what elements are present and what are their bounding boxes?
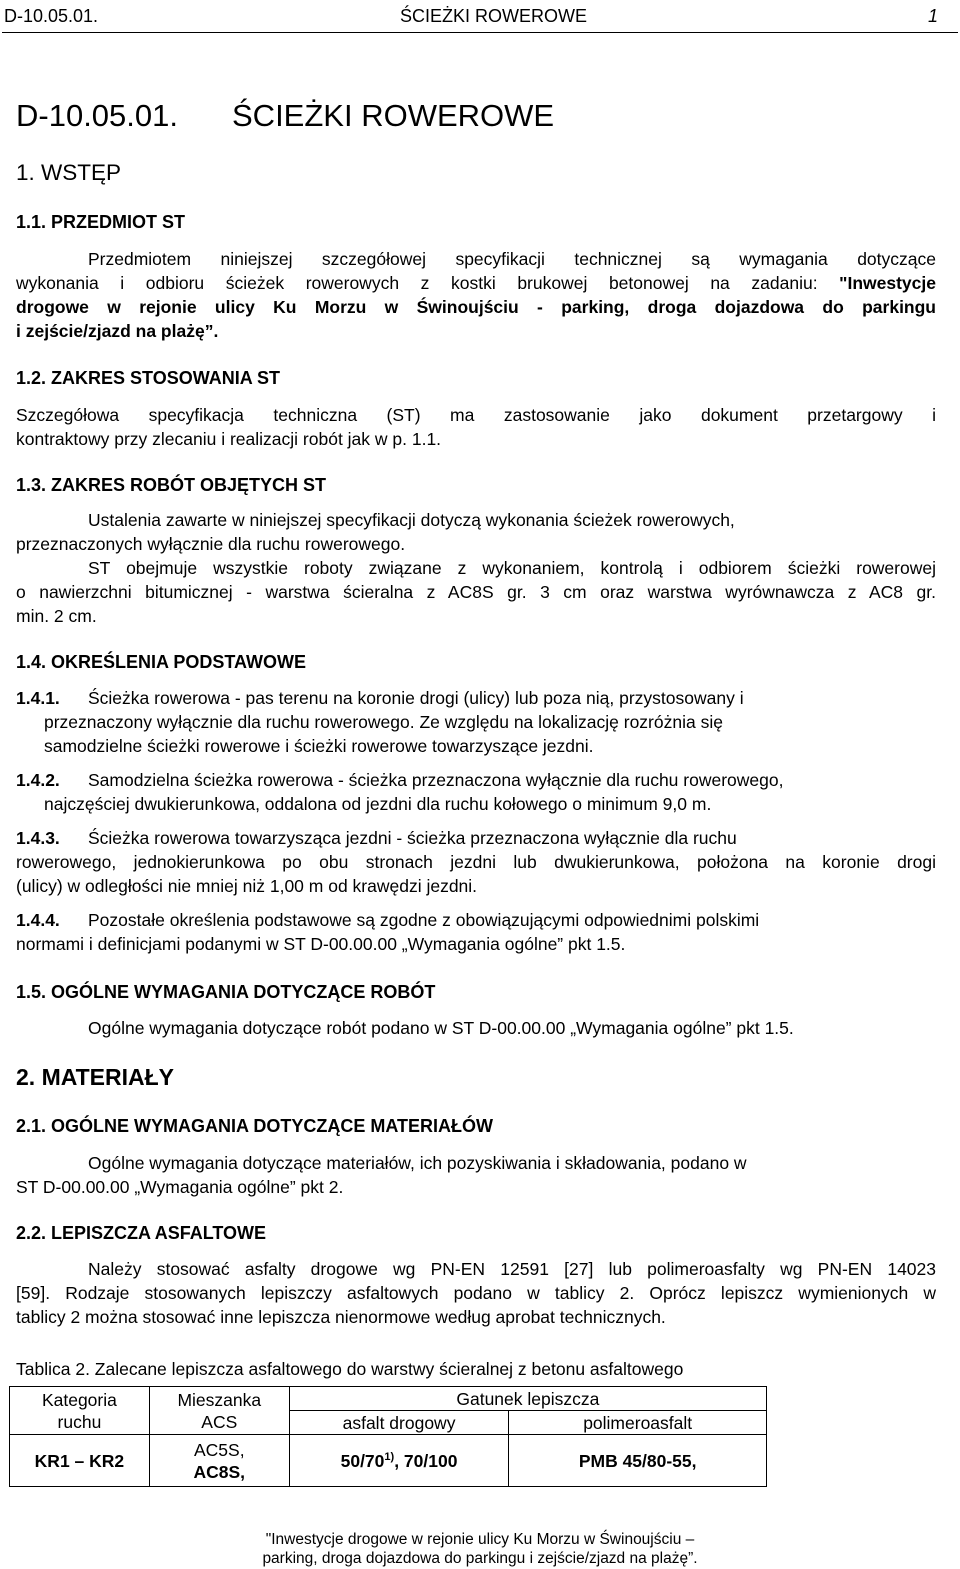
table-cell-text: , 70/100 <box>394 1450 458 1471</box>
table-cell-category: KR1 – KR2 <box>10 1435 150 1487</box>
definition-1-4-4 <box>16 908 936 956</box>
header-doc-code: D-10.05.01. <box>4 6 99 26</box>
paragraph-line: kontraktowy przy zlecaniu i realizacji robót jak w p. 1.1. <box>16 429 442 449</box>
paragraph-line: ST D-00.00.00 „Wymagania ogólne” pkt 2. <box>16 1177 344 1197</box>
definition-1-4-3 <box>16 826 936 898</box>
paragraph-line: przeznaczonych wyłącznie dla ruchu rowerowego. <box>16 534 406 554</box>
section-2-heading: 2. MATERIAŁY <box>16 1064 175 1090</box>
section-2-1-heading: 2.1. OGÓLNE WYMAGANIA DOTYCZĄCE MATERIAŁÓW <box>16 1116 493 1136</box>
header-rule <box>2 32 958 33</box>
paragraph-line: Przedmiotem niniejszej szczegółowej specyfikacji technicznej są wymagania dotyczące <box>88 249 936 269</box>
definition-text: Ścieżka rowerowa towarzysząca jezdni - ścieżka przeznaczona wyłącznie dla ruchu <box>88 828 737 848</box>
definition-text: normami i definicjami podanymi w ST D-00.00.00 „Wymagania ogólne” pkt 1.5. <box>16 934 626 954</box>
table-cell-mix <box>149 1435 289 1487</box>
definition-text: samodzielne ścieżki rowerowe i ścieżki rowerowe towarzyszące jezdni. <box>44 736 594 756</box>
paragraph-line: [59]. Rodzaje stosowanych lepiszczy asfaltowych podano w tablicy 2. Oprócz lepiszcz wymienionych w <box>16 1283 936 1303</box>
definition-text: najczęściej dwukierunkowa, oddalona od jezdni dla ruchu kołowego o minimum 9,0 m. <box>44 794 712 814</box>
table-cell-text: AC5S, <box>193 1439 245 1460</box>
section-1-5-heading: 1.5. OGÓLNE WYMAGANIA DOTYCZĄCE ROBÓT <box>16 982 436 1002</box>
table-row <box>10 1435 767 1487</box>
table-header-text: Kategoria <box>41 1389 117 1410</box>
paragraph-text: wykonania i odbioru ścieżek rowerowych z kostki brukowej betonowej na zadaniu: <box>16 273 818 293</box>
footnote-marker: 1) <box>384 1450 395 1463</box>
section-1-2-heading: 1.2. ZAKRES STOSOWANIA ST <box>16 368 281 388</box>
definition-number: 1.4.3. <box>16 828 60 848</box>
section-2-1-body <box>16 1151 936 1199</box>
header-doc-title: ŚCIEŻKI ROWEROWE <box>400 6 588 26</box>
footer-line: parking, droga dojazdowa do parkingu i zejście/zjazd na plażę”. <box>262 1550 698 1567</box>
footer <box>180 1530 780 1568</box>
paragraph-line: o nawierzchni bitumicznej - warstwa ścieralna z AC8S gr. 3 cm oraz warstwa wyrównawcza z AC8 gr. <box>16 582 936 602</box>
paragraph-line: Należy stosować asfalty drogowe wg PN-EN 12591 [27] lub polimeroasfalty wg PN-EN 14023 <box>88 1259 936 1279</box>
section-2-2-heading: 2.2. LEPISZCZA ASFALTOWE <box>16 1223 267 1243</box>
table-cell-text: 50/70 <box>340 1450 385 1471</box>
table-caption: Tablica 2. Zalecane lepiszcza asfaltowego do warstwy ścieralnej z betonu asfaltowego <box>16 1359 684 1379</box>
definition-text: (ulicy) w odległości nie mniej niż 1,00 m od krawędzi jezdni. <box>16 876 478 896</box>
section-1-heading: 1. WSTĘP <box>16 160 122 185</box>
paragraph-line: drogowe w rejonie ulicy Ku Morzu w Świnoujściu - parking, droga dojazdowa do parkingu <box>16 297 936 317</box>
section-1-2-body <box>16 403 936 451</box>
binder-table <box>9 1386 767 1487</box>
table-header-binder: Gatunek lepiszcza <box>289 1387 766 1411</box>
section-2-2-body <box>16 1257 936 1329</box>
section-1-1-heading: 1.1. PRZEDMIOT ST <box>16 212 186 232</box>
definition-text: rowerowego, jednokierunkowa po obu stronach jezdni lub dwukierunkowa, położona na koronie drogi <box>16 852 936 872</box>
paragraph-line: ST obejmuje wszystkie roboty związane z wykonaniem, kontrolą i odbiorem ścieżki rowerowej <box>88 558 936 578</box>
definition-number: 1.4.1. <box>16 688 60 708</box>
paragraph-line: Ustalenia zawarte w niniejszej specyfikacji dotyczą wykonania ścieżek rowerowych, <box>88 510 735 530</box>
definition-text: Samodzielna ścieżka rowerowa - ścieżka przeznaczona wyłącznie dla ruchu rowerowego, <box>88 770 784 790</box>
definition-text: przeznaczony wyłącznie dla ruchu rowerowego. Ze względu na lokalizację rozróżnia się <box>44 712 723 732</box>
paragraph-line: Ogólne wymagania dotyczące materiałów, ich pozyskiwania i składowania, podano w <box>88 1153 747 1173</box>
definition-1-4-1 <box>16 686 936 758</box>
section-1-3-body <box>16 508 936 628</box>
section-1-3-heading: 1.3. ZAKRES ROBÓT OBJĘTYCH ST <box>16 475 327 495</box>
header-page-number: 1 <box>928 6 939 26</box>
paragraph-line: min. 2 cm. <box>16 606 97 626</box>
table-header-row <box>10 1387 767 1411</box>
definition-text: Ścieżka rowerowa - pas terenu na koronie drogi (ulicy) lub poza nią, przystosowany i <box>88 688 744 708</box>
footer-line: "Inwestycje drogowe w rejonie ulicy Ku Morzu w Świnoujściu – <box>265 1531 695 1548</box>
definition-text: Pozostałe określenia podstawowe są zgodne z obowiązującymi odpowiednimi polskimi <box>88 910 760 930</box>
paragraph-line <box>16 271 936 295</box>
table-header-text: Mieszanka <box>177 1389 262 1410</box>
definition-number: 1.4.2. <box>16 770 60 790</box>
table-cell-text: AC8S, <box>193 1461 246 1482</box>
definition-1-4-2 <box>16 768 936 816</box>
paragraph-bold: "Inwestycje <box>839 273 936 293</box>
document-title: ŚCIEŻKI ROWEROWE <box>232 98 555 133</box>
table-header-mix <box>149 1387 289 1435</box>
paragraph-line: tablicy 2 można stosować inne lepiszcza nienormowe według aprobat technicznych. <box>16 1307 666 1327</box>
table-header-polymer: polimeroasfalt <box>509 1411 767 1435</box>
table-header-asphalt: asfalt drogowy <box>289 1411 509 1435</box>
section-1-1-body <box>16 247 936 343</box>
table-header-text: ruchu <box>57 1411 102 1432</box>
table-header-category <box>10 1387 150 1435</box>
paragraph-line: Szczegółowa specyfikacja techniczna (ST) ma zastosowanie jako dokument przetargowy i <box>16 405 936 425</box>
table-cell-polymer: PMB 45/80-55, <box>509 1435 767 1487</box>
table-cell-asphalt <box>289 1435 509 1487</box>
table-header-text: ACS <box>201 1411 238 1432</box>
definition-number: 1.4.4. <box>16 910 60 930</box>
document-code: D-10.05.01. <box>16 98 178 133</box>
section-1-5-body: Ogólne wymagania dotyczące robót podano w ST D-00.00.00 „Wymagania ogólne” pkt 1.5. <box>88 1018 794 1038</box>
section-1-4-heading: 1.4. OKREŚLENIA PODSTAWOWE <box>16 652 307 672</box>
paragraph-line: i zejście/zjazd na plażę”. <box>16 321 219 341</box>
